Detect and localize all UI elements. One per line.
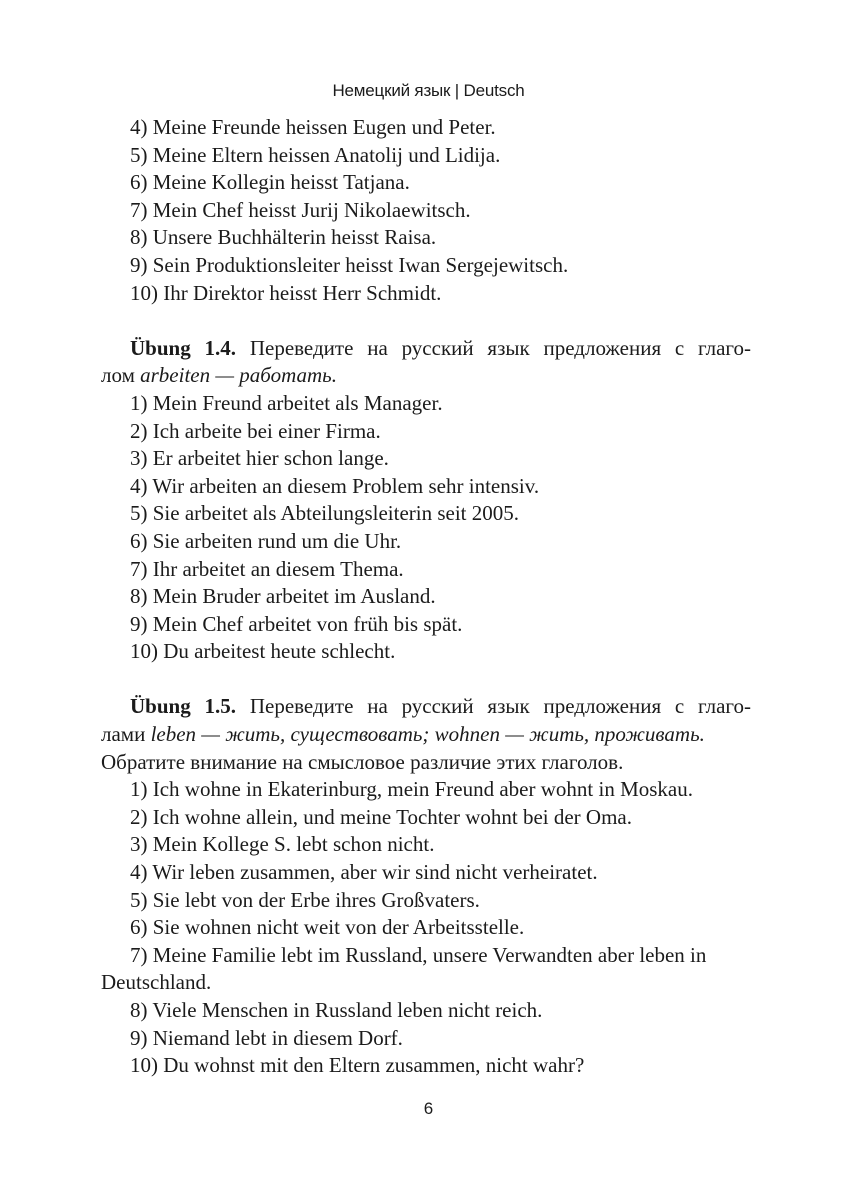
list-item: 5) Meine Eltern heissen Anatolij und Lidija. bbox=[130, 142, 501, 167]
list-item: 7) Ihr arbeitet an diesem Thema. bbox=[130, 556, 404, 581]
list-item: 10) Du wohnst mit den Eltern zusammen, nicht wahr? bbox=[130, 1053, 585, 1078]
list-item: 4) Meine Freunde heissen Eugen und Peter. bbox=[130, 115, 496, 139]
list-item: 2) Ich wohne allein, und meine Tochter wohnt bei der Oma. bbox=[130, 804, 632, 829]
list-item: 4) Wir arbeiten an diesem Problem sehr intensiv. bbox=[130, 473, 540, 498]
list-item: 8) Unsere Buchhälterin heisst Raisa. bbox=[130, 225, 437, 250]
page-number: 6 bbox=[423, 1099, 434, 1118]
list-item: 10) Ihr Direktor heisst Herr Schmidt. bbox=[130, 280, 442, 305]
exercise-1-5-instruction-line-2 bbox=[101, 721, 751, 749]
exercise-1-4-instruction-prefix: лом bbox=[101, 363, 141, 388]
paragraph-gap bbox=[101, 307, 751, 335]
list-item: 6) Sie arbeiten rund um die Uhr. bbox=[130, 528, 402, 553]
list-item: 2) Ich arbeite bei einer Firma. bbox=[130, 418, 381, 443]
list-item: 6) Sie wohnen nicht weit von der Arbeitsstelle. bbox=[130, 915, 525, 940]
running-header: Немецкий язык | Deutsch bbox=[332, 81, 525, 100]
exercise-1-4-instruction-line-2 bbox=[101, 362, 751, 390]
list-item: 1) Ich wohne in Ekaterinburg, mein Freund aber wohnt in Moskau. bbox=[130, 777, 693, 802]
list-item: 8) Viele Menschen in Russland leben nicht reich. bbox=[130, 998, 543, 1022]
list-item: 3) Mein Kollege S. lebt schon nicht. bbox=[130, 832, 435, 857]
list-item: 9) Niemand lebt in diesem Dorf. bbox=[130, 1025, 403, 1050]
exercise-1-5-verbs: leben — жить, существовать; wohnen — жить, проживать. bbox=[150, 722, 705, 747]
list-item: 5) Sie lebt von der Erbe ihres Großvaters. bbox=[130, 887, 480, 912]
exercise-1-5-instruction-prefix: лами bbox=[101, 722, 151, 747]
list-item: 5) Sie arbeitet als Abteilungsleiterin seit 2005. bbox=[130, 501, 520, 526]
list-item: 9) Mein Chef arbeitet von früh bis spät. bbox=[130, 611, 463, 636]
list-item: 4) Wir leben zusammen, aber wir sind nicht verheiratet. bbox=[130, 860, 598, 885]
exercise-1-5-heading bbox=[101, 693, 751, 721]
list-item: 6) Meine Kollegin heisst Tatjana. bbox=[130, 170, 410, 195]
exercise-1-4-title: Übung 1.4. bbox=[130, 335, 237, 360]
page-body bbox=[101, 114, 751, 1080]
list-item-continuation: Deutschland. bbox=[101, 970, 212, 995]
exercise-1-4-heading bbox=[101, 335, 751, 363]
paragraph-gap bbox=[101, 666, 751, 694]
list-item: 8) Mein Bruder arbeitet im Ausland. bbox=[130, 584, 436, 609]
list-item: 10) Du arbeitest heute schlecht. bbox=[130, 639, 396, 664]
exercise-1-4-verb: arbeiten — работать. bbox=[140, 363, 337, 388]
list-item: 1) Mein Freund arbeitet als Manager. bbox=[130, 390, 443, 415]
exercise-1-5-instruction-line-1: Переведите на русский язык предложения с глаго- bbox=[249, 694, 751, 719]
list-item: 7) Meine Familie lebt im Russland, unsere Verwandten aber leben in bbox=[130, 942, 707, 967]
exercise-1-5-title: Übung 1.5. bbox=[130, 694, 237, 719]
exercise-1-4-instruction-line-1: Переведите на русский язык предложения с глаго- bbox=[249, 335, 751, 360]
list-item: 3) Er arbeitet hier schon lange. bbox=[130, 446, 389, 471]
exercise-1-5-instruction-line-3: Обратите внимание на смысловое различие этих глаголов. bbox=[101, 749, 624, 774]
list-item: 7) Mein Chef heisst Jurij Nikolaewitsch. bbox=[130, 197, 471, 222]
list-item: 9) Sein Produktionsleiter heisst Iwan Sergejewitsch. bbox=[130, 252, 569, 277]
